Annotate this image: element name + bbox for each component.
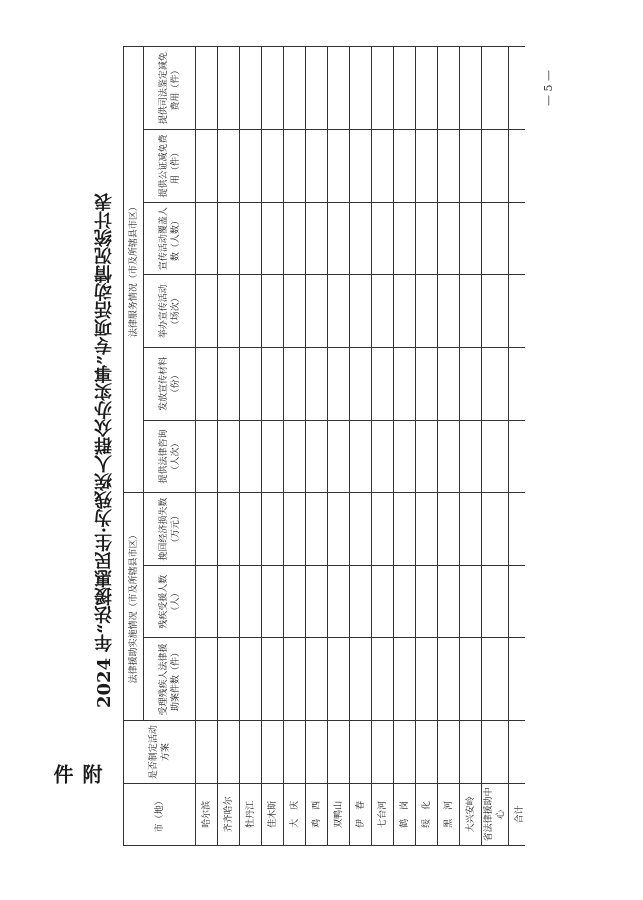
table-row [438,47,460,846]
table-cell [438,565,460,638]
row-region-label: 佳木斯 [262,783,284,845]
table-cell [372,565,394,638]
table-cell [306,130,328,203]
table-cell [262,493,284,566]
table-cell [482,420,509,493]
table-cell [416,638,438,721]
table-cell [240,420,262,493]
table-cell [262,348,284,421]
table-cell [196,565,218,638]
row-region-label: 齐齐哈尔 [218,783,240,845]
header-col-forensic: 提供司法鉴定减免费用（件） [144,47,196,130]
table-cell [284,420,306,493]
table-cell [240,130,262,203]
table-cell [482,721,509,783]
table-cell [196,721,218,783]
table-cell [438,638,460,721]
table-cell [509,130,526,203]
table-cell [240,348,262,421]
table-cell [328,565,350,638]
table-cell [306,202,328,275]
table-cell [218,275,240,348]
table-cell [460,348,482,421]
table-cell [482,275,509,348]
table-cell [509,348,526,421]
table-row [482,47,509,846]
table-cell [196,638,218,721]
table-cell [460,721,482,783]
table-cell [218,420,240,493]
table-cell [438,130,460,203]
table-cell [284,721,306,783]
table-cell [262,638,284,721]
table-cell [482,638,509,721]
table-cell [372,493,394,566]
table-cell [482,47,509,130]
table-cell [482,130,509,203]
table-row [262,47,284,846]
table-row [416,47,438,846]
header-col-consultations: 提供法律咨询（人次） [144,420,196,493]
table-cell [306,348,328,421]
table-row [306,47,328,846]
table-cell [482,202,509,275]
rotated-table-container [123,46,525,846]
table-cell [394,130,416,203]
table-cell [509,202,526,275]
table-cell [416,721,438,783]
table-cell [262,47,284,130]
table-cell [218,565,240,638]
table-cell [218,493,240,566]
header-legal-aid-group: 法律援助实施情况（市及所辖县市区） [124,493,144,721]
table-cell [350,565,372,638]
table-cell [196,275,218,348]
table-cell [416,348,438,421]
table-row [509,47,526,846]
table-cell [240,565,262,638]
table-cell [350,47,372,130]
table-cell [372,130,394,203]
table-cell [306,47,328,130]
row-region-label: 双鸭山 [328,783,350,845]
table-cell [372,275,394,348]
table-cell [196,130,218,203]
header-legal-service-group: 法律服务情况（市及所辖县市区） [124,47,144,493]
table-cell [460,638,482,721]
table-cell [509,565,526,638]
table-cell [328,47,350,130]
table-cell [350,202,372,275]
row-region-label: 大兴安岭 [460,783,482,845]
table-cell [460,420,482,493]
table-cell [416,47,438,130]
header-region: 市（地） [124,783,196,845]
table-cell [394,275,416,348]
table-cell [306,565,328,638]
attachment-label: 附件 [50,764,103,786]
table-cell [328,493,350,566]
table-cell [240,47,262,130]
table-cell [240,721,262,783]
row-region-label: 鸡 西 [306,783,328,845]
table-cell [284,130,306,203]
table-cell [460,565,482,638]
table-cell [482,348,509,421]
table-cell [394,348,416,421]
document-title: 2024 年“法援惠民生·为残疾人群众办实事”专项活动情况统计表 [94,192,115,708]
table-cell [416,493,438,566]
table-cell [416,275,438,348]
table-cell [350,420,372,493]
row-region-label: 哈尔滨 [196,783,218,845]
table-cell [372,348,394,421]
table-cell [196,47,218,130]
table-cell [509,47,526,130]
header-col-losses: 挽回经济损失数（万元） [144,493,196,566]
page-number: — 5 — [542,70,555,106]
row-region-label: 伊 春 [350,783,372,845]
table-cell [372,420,394,493]
header-col-cases: 受理残疾人法律援助案件数（件） [144,638,196,721]
table-cell [438,348,460,421]
table-cell [509,275,526,348]
table-cell [306,275,328,348]
table-cell [328,420,350,493]
table-cell [372,638,394,721]
table-cell [460,275,482,348]
table-cell [196,493,218,566]
table-row [350,47,372,846]
table-cell [284,275,306,348]
row-region-label: 七台河 [372,783,394,845]
table-cell [218,721,240,783]
table-cell [394,47,416,130]
table-cell [509,420,526,493]
table-cell [328,638,350,721]
row-region-label: 省法律援助中心 [482,783,509,845]
table-row [218,47,240,846]
table-cell [218,202,240,275]
table-cell [416,565,438,638]
table-cell [350,493,372,566]
row-region-label: 绥 化 [416,783,438,845]
header-col-coverage: 宣传活动覆盖人数（人数） [144,202,196,275]
table-cell [284,348,306,421]
table-cell [416,202,438,275]
table-cell [394,420,416,493]
row-region-label: 牡丹江 [240,783,262,845]
table-row [460,47,482,846]
header-col-recipients: 残疾受援人数（人） [144,565,196,638]
table-cell [509,493,526,566]
table-cell [306,493,328,566]
table-cell [284,202,306,275]
table-cell [416,130,438,203]
table-cell [438,202,460,275]
table-cell [438,275,460,348]
table-cell [350,638,372,721]
table-cell [328,721,350,783]
table-cell [394,493,416,566]
table-cell [240,493,262,566]
table-cell [372,202,394,275]
table-cell [460,130,482,203]
header-col-notary: 提供公证减免费用（件） [144,130,196,203]
table-cell [218,638,240,721]
table-cell [306,638,328,721]
table-cell [328,130,350,203]
table-row [240,47,262,846]
table-cell [509,721,526,783]
table-cell [262,130,284,203]
table-cell [196,420,218,493]
header-plan: 是否制定活动方案 [124,721,196,783]
table-cell [460,47,482,130]
table-cell [372,47,394,130]
table-cell [372,721,394,783]
table-cell [438,721,460,783]
table-cell [218,47,240,130]
table-cell [350,348,372,421]
table-cell [328,348,350,421]
table-cell [438,47,460,130]
statistics-table [123,46,525,846]
table-row [196,47,218,846]
table-cell [394,638,416,721]
table-cell [350,130,372,203]
table-cell [218,348,240,421]
table-cell [460,202,482,275]
table-cell [394,202,416,275]
table-cell [394,565,416,638]
table-cell [350,721,372,783]
table-cell [218,130,240,203]
row-region-label: 大 庆 [284,783,306,845]
table-cell [196,202,218,275]
table-cell [284,47,306,130]
table-cell [240,275,262,348]
table-cell [438,493,460,566]
table-cell [262,202,284,275]
table-cell [416,420,438,493]
table-row [372,47,394,846]
row-region-label: 鹤 岗 [394,783,416,845]
table-cell [262,275,284,348]
table-cell [438,420,460,493]
table-cell [482,565,509,638]
table-cell [284,565,306,638]
table-cell [262,721,284,783]
table-cell [306,420,328,493]
table-cell [350,275,372,348]
table-cell [328,275,350,348]
table-cell [196,348,218,421]
table-cell [460,493,482,566]
statistics-table-frame [123,46,525,846]
table-row [328,47,350,846]
table-cell [328,202,350,275]
table-cell [240,638,262,721]
table-row [394,47,416,846]
table-cell [482,493,509,566]
table-cell [394,721,416,783]
table-cell [284,493,306,566]
table-cell [262,420,284,493]
row-region-label: 合计 [509,783,526,845]
table-cell [306,721,328,783]
table-cell [240,202,262,275]
table-cell [262,565,284,638]
row-region-label: 黑 河 [438,783,460,845]
header-col-events: 举办宣传活动（场次） [144,275,196,348]
table-row [284,47,306,846]
table-cell [284,638,306,721]
header-col-materials: 发放宣传材料（份） [144,348,196,421]
table-cell [509,638,526,721]
